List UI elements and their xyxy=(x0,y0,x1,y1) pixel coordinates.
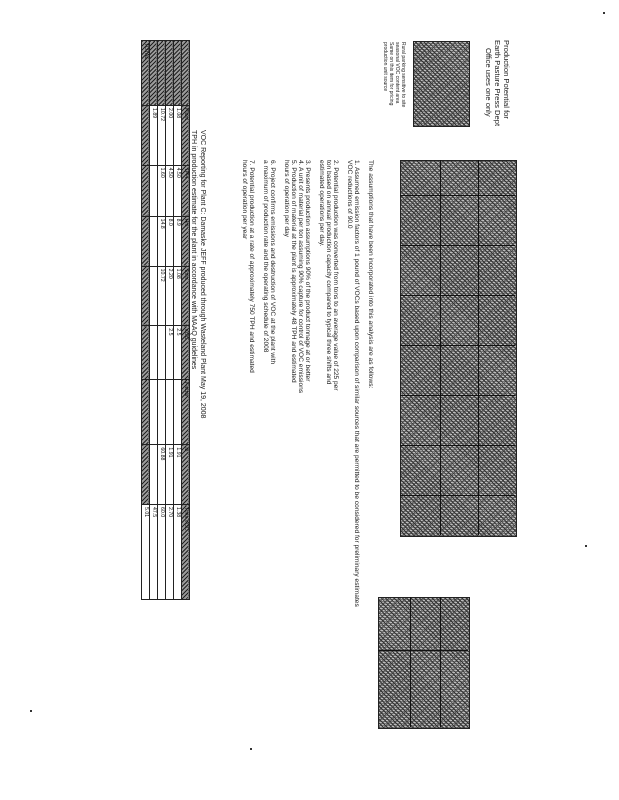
table-cell: 1.60 xyxy=(158,165,166,216)
table-cell xyxy=(158,326,166,380)
note-line: Same on this item for pricing xyxy=(388,42,394,106)
table-cell xyxy=(150,380,158,445)
table-cell: 4.50 xyxy=(174,165,182,216)
table-cell xyxy=(174,380,182,445)
table-header-cell xyxy=(182,41,190,106)
table-header-cell: Tons VOC xyxy=(182,505,190,600)
assumption-item: ton based on annual production capacity compared to typical three shifts and xyxy=(325,160,332,385)
voc-table xyxy=(141,40,190,600)
assumption-item: estimated operations per day. xyxy=(318,160,325,247)
photo-gridline xyxy=(478,160,479,535)
photo-gridline xyxy=(440,597,441,727)
site-photo-bottom xyxy=(378,597,470,729)
table-cell xyxy=(142,266,150,326)
table-cell xyxy=(150,445,158,505)
photo-gridline xyxy=(400,245,515,246)
photo-gridline xyxy=(440,160,441,535)
table-cell xyxy=(150,266,158,326)
table-cell xyxy=(166,41,174,106)
table-cell: 1.08 xyxy=(174,266,182,326)
aerial-photo-large xyxy=(400,160,517,537)
photo-gridline xyxy=(400,345,515,346)
scan-speck xyxy=(250,748,252,750)
table-cell: 60.0 xyxy=(158,505,166,600)
table-row xyxy=(174,41,182,600)
table-header-row xyxy=(182,41,190,600)
table-cell xyxy=(142,106,150,166)
table-header-cell: Factor xyxy=(182,380,190,445)
table-cell xyxy=(150,216,158,266)
table-cell: 8.9 xyxy=(174,216,182,266)
assumption-item: 3. Presents production assumptions 90% of the product tonnage at or better xyxy=(304,160,311,382)
photo-gridline xyxy=(400,395,515,396)
table-cell xyxy=(150,326,158,380)
assumption-item: VOC reductions of 90.0 xyxy=(346,160,353,229)
table-header-cell: Tons xyxy=(182,266,190,326)
table-header-cell: TPH xyxy=(182,165,190,216)
table-cell xyxy=(142,326,150,380)
note-line: seasonal VOC content area xyxy=(394,42,400,104)
table-cell xyxy=(174,41,182,106)
table-cell xyxy=(158,380,166,445)
table-cell: 1.08 xyxy=(174,106,182,166)
table-cell: 2.5 xyxy=(174,326,182,380)
table-row xyxy=(150,41,158,600)
assumption-item: hours of operation per day xyxy=(283,160,290,237)
table-cell: 10.72 xyxy=(158,266,166,326)
table-cell: 8.0 xyxy=(166,216,174,266)
photo-gridline xyxy=(410,597,411,727)
site-photo-small xyxy=(413,41,470,127)
page-title: Production Potential for xyxy=(502,40,511,119)
table-cell: 60.88 xyxy=(158,445,166,505)
assumption-item: 6. Project confirms emissions and destruction of VOC at the plant with xyxy=(269,160,276,365)
table-cell xyxy=(142,165,150,216)
voc-report-line1: VOC Reporting for Plant C: Damaske JEFF produced through Wasteland Plant May 19, 2008 xyxy=(199,130,206,419)
table-cell xyxy=(142,216,150,266)
assumption-item: hours of operation per year xyxy=(241,160,248,240)
table-cell xyxy=(142,445,150,505)
table-cell: 10.72 xyxy=(158,106,166,166)
assumption-item: 7. Potential production at a rate of approximately 750 TPH and estimated xyxy=(248,160,255,373)
table-row xyxy=(142,41,150,600)
assumption-item: 5. Production of material at the plant is approximately 48 TPH and estimated xyxy=(290,160,297,383)
table-cell: 1.91 xyxy=(166,445,174,505)
table-cell: 1.91 xyxy=(174,445,182,505)
table-cell: 2.20 xyxy=(166,266,174,326)
assumptions-intro: The assumptions that have been incorporated into this analysis are as follows: xyxy=(367,160,374,389)
table-cell: 4.50 xyxy=(166,165,174,216)
photo-gridline xyxy=(400,195,515,196)
voc-report-line2: TPH in production estimate for the plant in accordance with MAAQ guidelines xyxy=(190,130,197,370)
page-subtitle-2: Office uses one only xyxy=(484,48,493,117)
table-header-cell: lb xyxy=(182,445,190,505)
table-cell: 2.70 xyxy=(166,505,174,600)
table-row xyxy=(166,41,174,600)
table-totals-label: TOTAL xyxy=(142,41,150,106)
table-cell: 47.5 xyxy=(150,505,158,600)
table-cell xyxy=(166,380,174,445)
table-cell xyxy=(150,165,158,216)
table-row xyxy=(158,41,166,600)
table-cell: 2.00 xyxy=(166,106,174,166)
photo-gridline xyxy=(400,445,515,446)
assumption-item: 2. Potential production was converted from tons to an average value of 225 per xyxy=(332,160,339,391)
table-cell xyxy=(158,41,166,106)
assumption-item: a maximum of production rate and the operating schedule of 2008 xyxy=(262,160,269,353)
table-cell: 5.01 xyxy=(142,505,150,600)
assumption-item: 4. A unit of material per ton assuming 90% capture for control of VOC emissions xyxy=(297,160,304,394)
note-line: production unit source xyxy=(382,42,388,92)
scan-speck xyxy=(585,545,587,547)
table-header-cell: Plant xyxy=(182,106,190,166)
table-cell xyxy=(142,380,150,445)
assumption-item: 1. Assumed emission factors of 1 pound of VOCs based upon comparison of similar sources that are permitted to be considered for preliminary estimates xyxy=(353,160,360,607)
photo-gridline xyxy=(378,650,468,651)
page-subtitle: Earth Pasture Press Dept xyxy=(493,40,502,127)
table-cell: 14.8 xyxy=(158,216,166,266)
table-cell: 1.38 xyxy=(174,505,182,600)
scan-speck xyxy=(30,710,32,712)
scan-speck xyxy=(603,12,605,14)
table-header-cell: VOC xyxy=(182,326,190,380)
photo-gridline xyxy=(400,495,515,496)
note-line: Rural parking sensitive to site xyxy=(400,42,406,108)
photo-gridline xyxy=(400,295,515,296)
table-cell xyxy=(150,41,158,106)
table-cell: 2.5 xyxy=(166,326,174,380)
table-header-cell: Hrs xyxy=(182,216,190,266)
table-cell: 1.89 xyxy=(150,106,158,166)
